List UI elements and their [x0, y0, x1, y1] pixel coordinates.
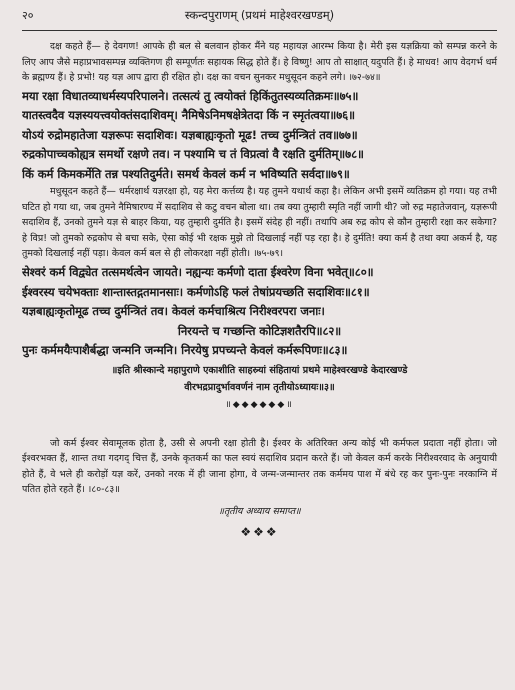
verse-line: निरयन्ते च गच्छन्ति कोटिज्ञशतैरपि॥८२॥: [177, 323, 342, 338]
verse-block-1: [22, 87, 497, 185]
end-ornament: ❖❖❖: [240, 524, 279, 539]
verse-line: यज्ञबाह्यःकृतोमूढ तच्च दुर्मन्त्रितं तव। केवलं कर्मचाश्रित्य निरीश्वरपरा जनाः।: [22, 304, 325, 319]
verse-line: सेश्वरं कर्म विद्व्येत तत्समर्थत्वेन जायते। नह्यन्यः कर्मणो दाता ईश्वरेण विना भवेत्॥८०॥: [22, 264, 374, 279]
verse-line: किं कर्म किमकर्मेति तन्न पश्यतिदुर्मते। समर्थ केवलं कर्म न भविष्यति सर्वदा॥७९॥: [22, 166, 350, 181]
chapter-colophon: [22, 363, 497, 410]
page-header: [22, 8, 497, 28]
verse-line: यातस्त्वदैव यज्ञस्ययत्त्वयोक्तंसदाशिवम्। नैमिषेऽनिमषक्षेत्रेतदा किं न स्मृतंत्वया॥७६॥: [22, 108, 355, 123]
chapter-end-note: ॥तृतीय अध्याय समाप्त॥: [218, 505, 301, 517]
translation-paragraph-1: दक्ष कहते हैं— हे देवगण! आपके ही बल से बलवान होकर मैंने यह महायज्ञ आरम्भ किया है। मेरी इस यज्ञक्रिया को सम्पन्न करने के लिए आप जैसे महाप्रभावसम्पन्न व्यक्तिगण ही सम्पूर्णतः सहायक सिद्ध होते हैं। हे विष्णु! आप तो साक्षात् यदुपति हैं। हे माधव! आप वेदगर्भ धर्म के ब्रह्मण्य हैं। हे प्रभो! यह यज्ञ आप द्वारा ही रक्षित हो। दक्ष का वचन सुनकर मधुसूदन कहने लगे। ।७२-७४॥: [22, 41, 497, 83]
translation-paragraph-2: मधुसूदन कहते हैं— धर्मरक्षार्थ यज्ञरक्षा हो, यह मेरा कर्त्तव्य है। यह तुमने यथार्थ कहा है। लेकिन अभी इसमें व्यतिक्रम हो गया। यह तभी घटित हो गया था, जब तुमने नैमिषारण्य में सदाशिव से कटु वचन बोला था। तब क्या तुम्हारी स्मृति नहीं जागी थी? जो रुद्र महातेजवान्, यज्ञरूपी सदाशिव हैं, उनको तुमने यज्ञ से बाहर किया, यह तुम्हारी दुर्मति है। इसमें संदेह ही नहीं। तथापि अब रुद्र कोप से कौन तुम्हारी रक्षा कर सकेगा? हे विप्र! जो तुमको रुद्रकोप से बचा सके, ऐसा कोई भी रक्षक मुझे तो दिखलाई नहीं पड़ रहा है। हे दुर्मति! क्या कर्म है तथा क्या अकर्म है, यह तुमको दिखलाई नहीं पड़ा। केवल कर्म बल से ही लोकरक्षा नहीं होती। ।७५-७९।: [22, 186, 497, 260]
colophon-line: ॥इति श्रीस्कान्दे महापुराणे एकाशीति साहस्र्यां संहितायां प्रथमे माहेश्वरखण्डे केदारखण्डे: [111, 364, 408, 376]
verse-line: योऽयं रुद्रोमहातेजा यज्ञरूपः सदाशिवः। यज्ञबाह्यःकृतो मूढ! तच्च दुर्मन्त्रितं तव॥७७॥: [22, 127, 358, 142]
verse-line: मया रक्षा विधातव्याधर्मस्यपरिपालने। तत्सत्यं तु त्वयोक्तं हिकिंतुतस्यव्यतिक्रमः॥७५॥: [22, 88, 359, 103]
verse-line: पुनः कर्ममयैःपाशैर्बद्धा जन्मनि जन्मनि। निरयेषु प्रपच्यन्ते केवलं कर्मरूपिणः॥८३॥: [22, 343, 348, 358]
header-rule: [22, 30, 497, 31]
running-title: स्कन्दपुराणम् (प्रथमं माहेश्वरखण्डम्): [184, 8, 335, 22]
divider-ornament: ॥◆◆◆◆◆◆॥: [225, 399, 294, 410]
page-number: २०: [22, 9, 34, 22]
verse-line: रुद्रकोपाच्चकोह्यत्र समर्थो रक्षणे तव। न पश्यामि च तं विप्रत्वां वै रक्षति दुर्मतिम्॥७८॥: [22, 147, 364, 162]
colophon-line: वीरभद्रप्रादुर्भाववर्णनं नाम तृतीयोऽध्यायः॥३॥: [184, 381, 335, 393]
verse-block-2: [22, 263, 497, 361]
verse-line: ईश्वरस्य चयेभक्ताः शान्तास्तद्गतमानसाः। कर्मणोऽहि फलं तेषांप्रयच्छति सदाशिवः॥८१॥: [22, 284, 370, 299]
translation-paragraph-3: जो कर्म ईश्वर सेवामूलक होता है, उसी से अपनी रक्षा होती है। ईश्वर के अतिरिक्त अन्य कोई भी कर्मफल प्रदाता नहीं होता। जो ईश्वरभक्त हैं, शान्त तथा गदगद् चित्त हैं, उनके कृतकर्म का फल स्वयं सदाशिव प्रदान करते हैं। जो केवल कर्म करके निरीश्वरवाद के अनुयायी होते हैं, वे भले ही करोड़ों यज्ञ करें, उनको नरक में ही जाना होगा, वे जन्म-जन्मान्तर तक कर्ममय पाश में बंधे रह कर पुनः-पुनः नरकाग्नि में पतित होते रहते हैं। ।८०-८३॥: [22, 437, 497, 496]
